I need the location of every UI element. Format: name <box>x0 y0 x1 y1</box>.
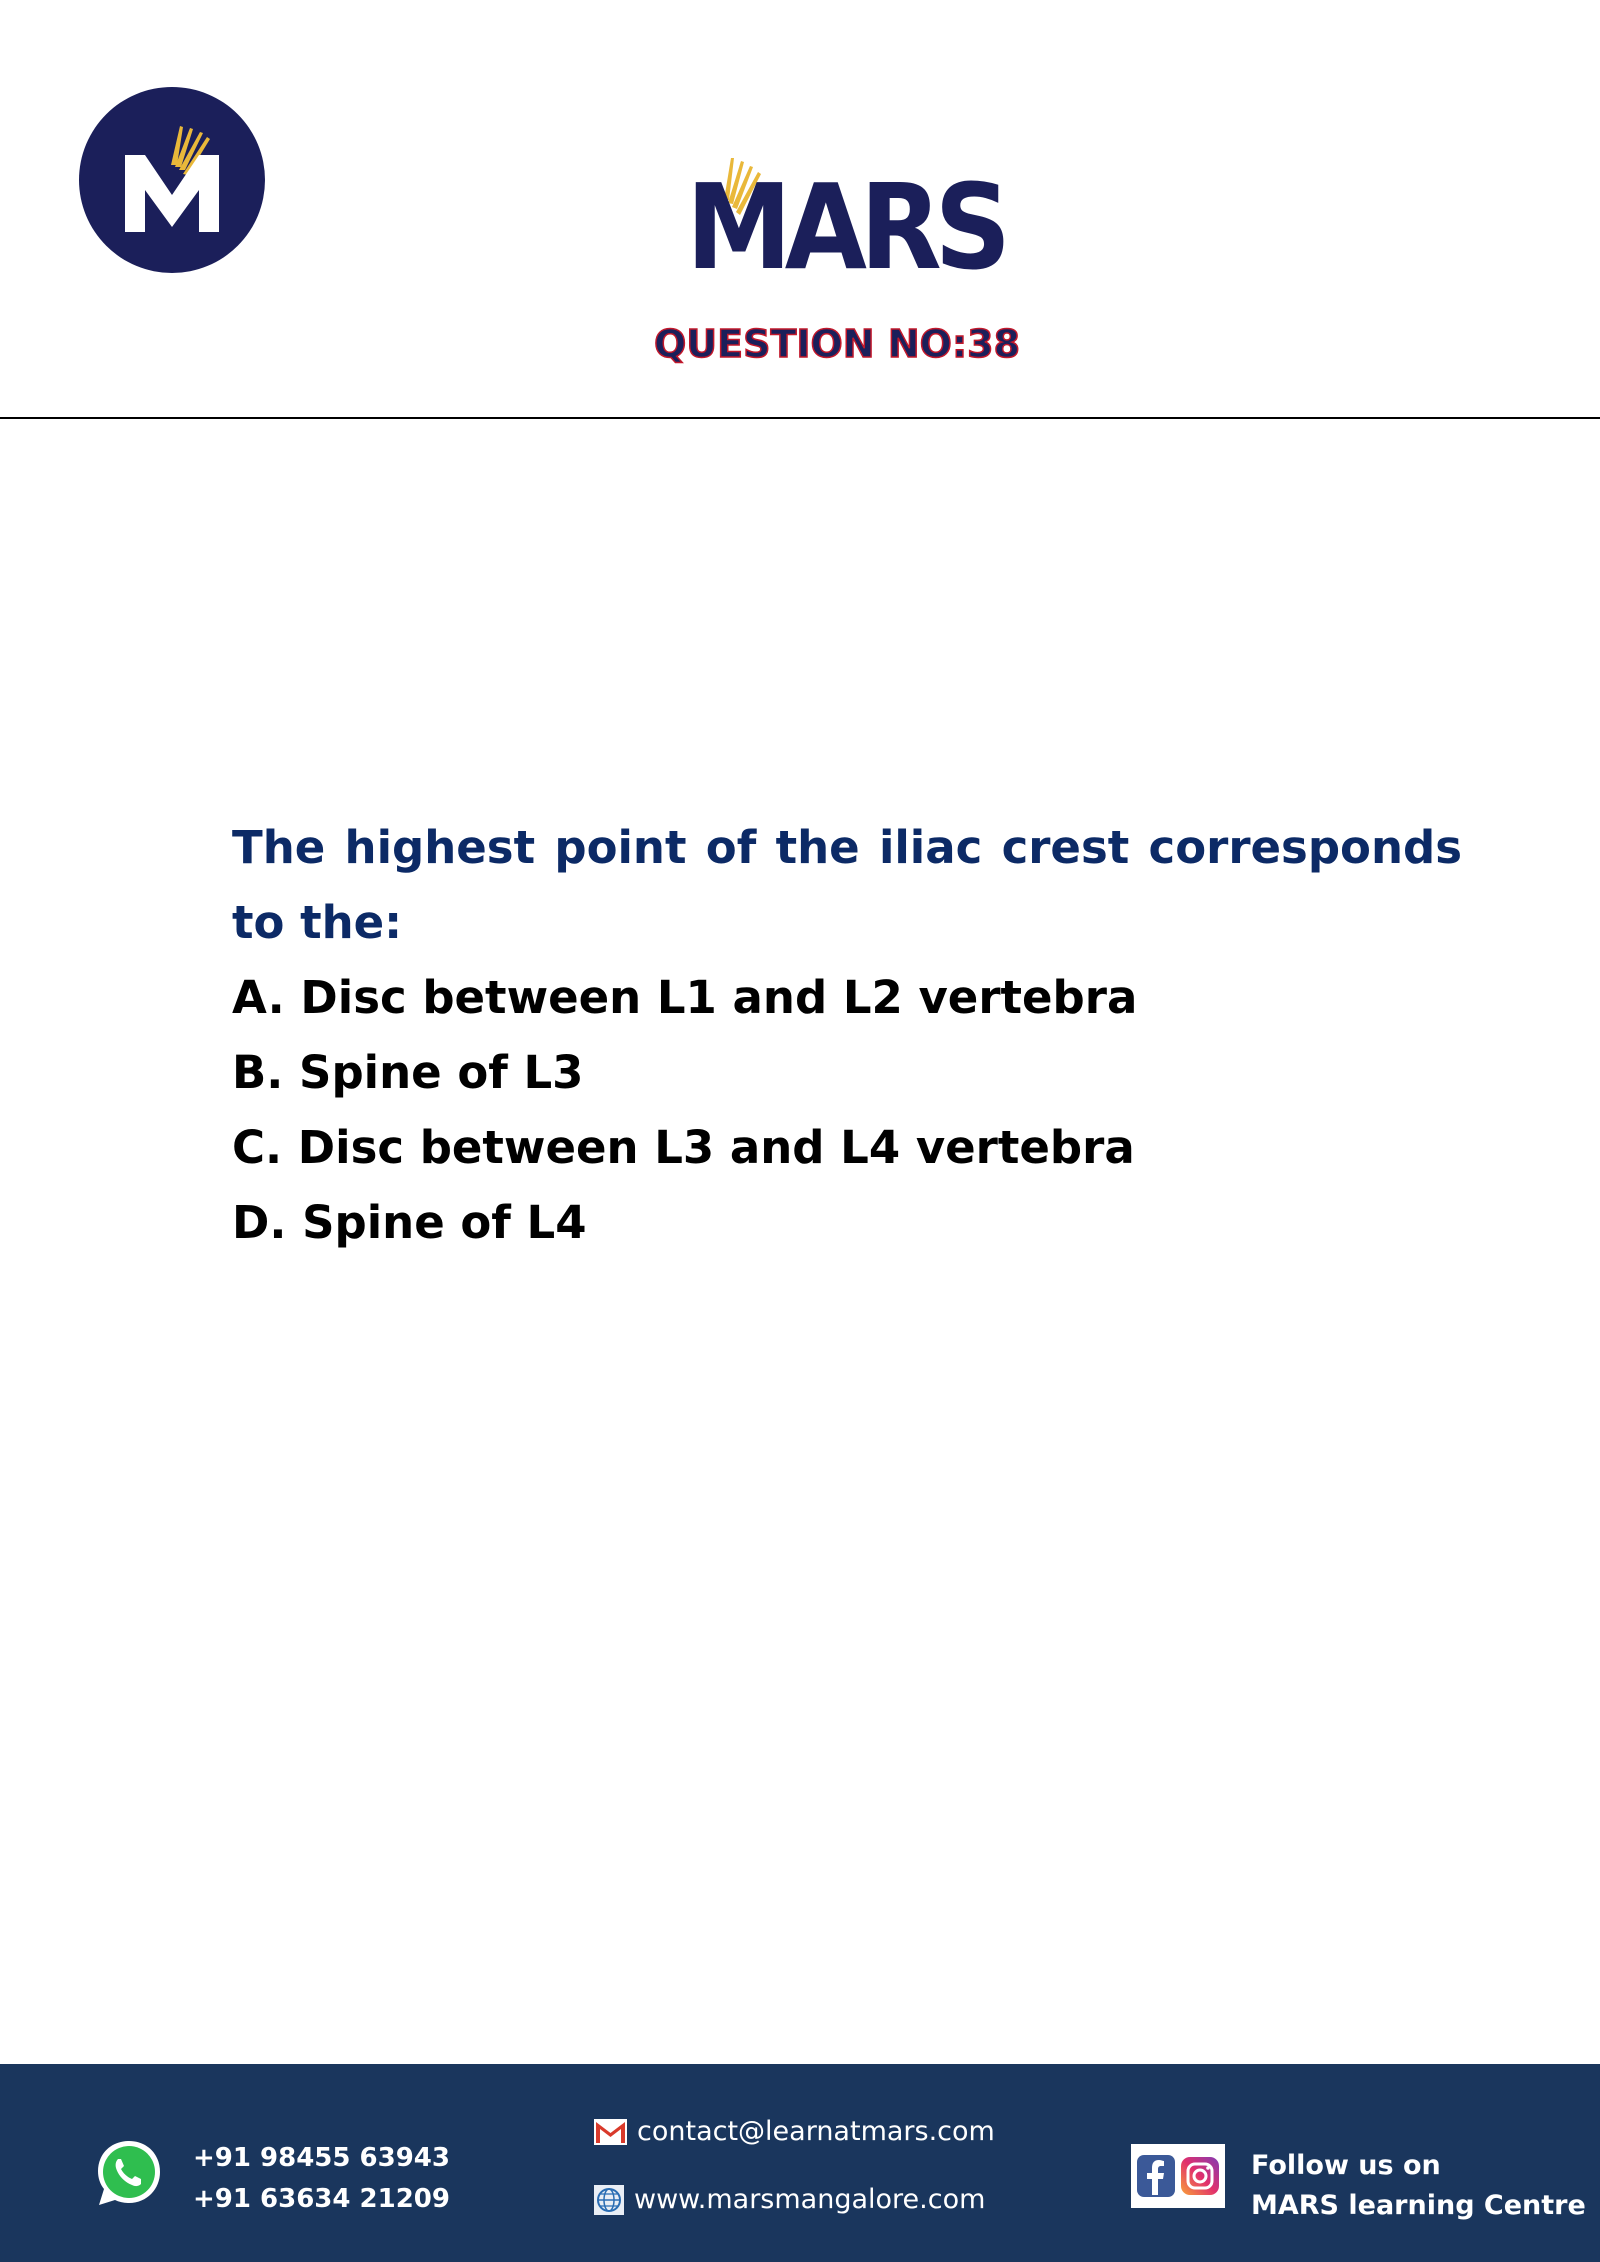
phone-numbers <box>193 2138 450 2220</box>
option-a: A. Disc between L1 and L2 vertebra <box>232 971 1138 1024</box>
email-row <box>594 2116 995 2147</box>
question-block <box>232 810 1462 1260</box>
follow-us-text <box>1251 2146 1586 2226</box>
facebook-icon[interactable] <box>1137 2155 1175 2197</box>
option-b: B. Spine of L3 <box>232 1046 584 1099</box>
email-link[interactable]: contact@learnatmars.com <box>637 2116 995 2147</box>
question-stem: The highest point of the iliac crest corresponds to the: <box>232 821 1462 949</box>
mars-circle-logo <box>79 87 265 273</box>
website-link[interactable]: www.marsmangalore.com <box>634 2184 986 2215</box>
phone-number[interactable]: +91 98455 63943 <box>193 2143 450 2173</box>
mail-icon <box>594 2119 627 2145</box>
follow-line-2[interactable]: MARS learning Centre <box>1251 2190 1586 2221</box>
website-row <box>594 2184 985 2215</box>
header-divider <box>0 417 1600 419</box>
social-icons <box>1131 2144 1225 2208</box>
svg-text:MARS: MARS <box>686 158 1004 270</box>
globe-icon <box>594 2185 624 2215</box>
footer <box>0 2064 1600 2262</box>
whatsapp-icon <box>94 2138 164 2208</box>
instagram-icon[interactable] <box>1181 2155 1219 2197</box>
option-c: C. Disc between L3 and L4 vertebra <box>232 1121 1135 1174</box>
option-d: D. Spine of L4 <box>232 1196 587 1249</box>
phone-number[interactable]: +91 63634 21209 <box>193 2184 450 2214</box>
follow-line-1: Follow us on <box>1251 2150 1441 2181</box>
question-number-title: QUESTION NO:38 <box>653 322 1021 366</box>
mars-wordmark-logo <box>686 158 1006 270</box>
